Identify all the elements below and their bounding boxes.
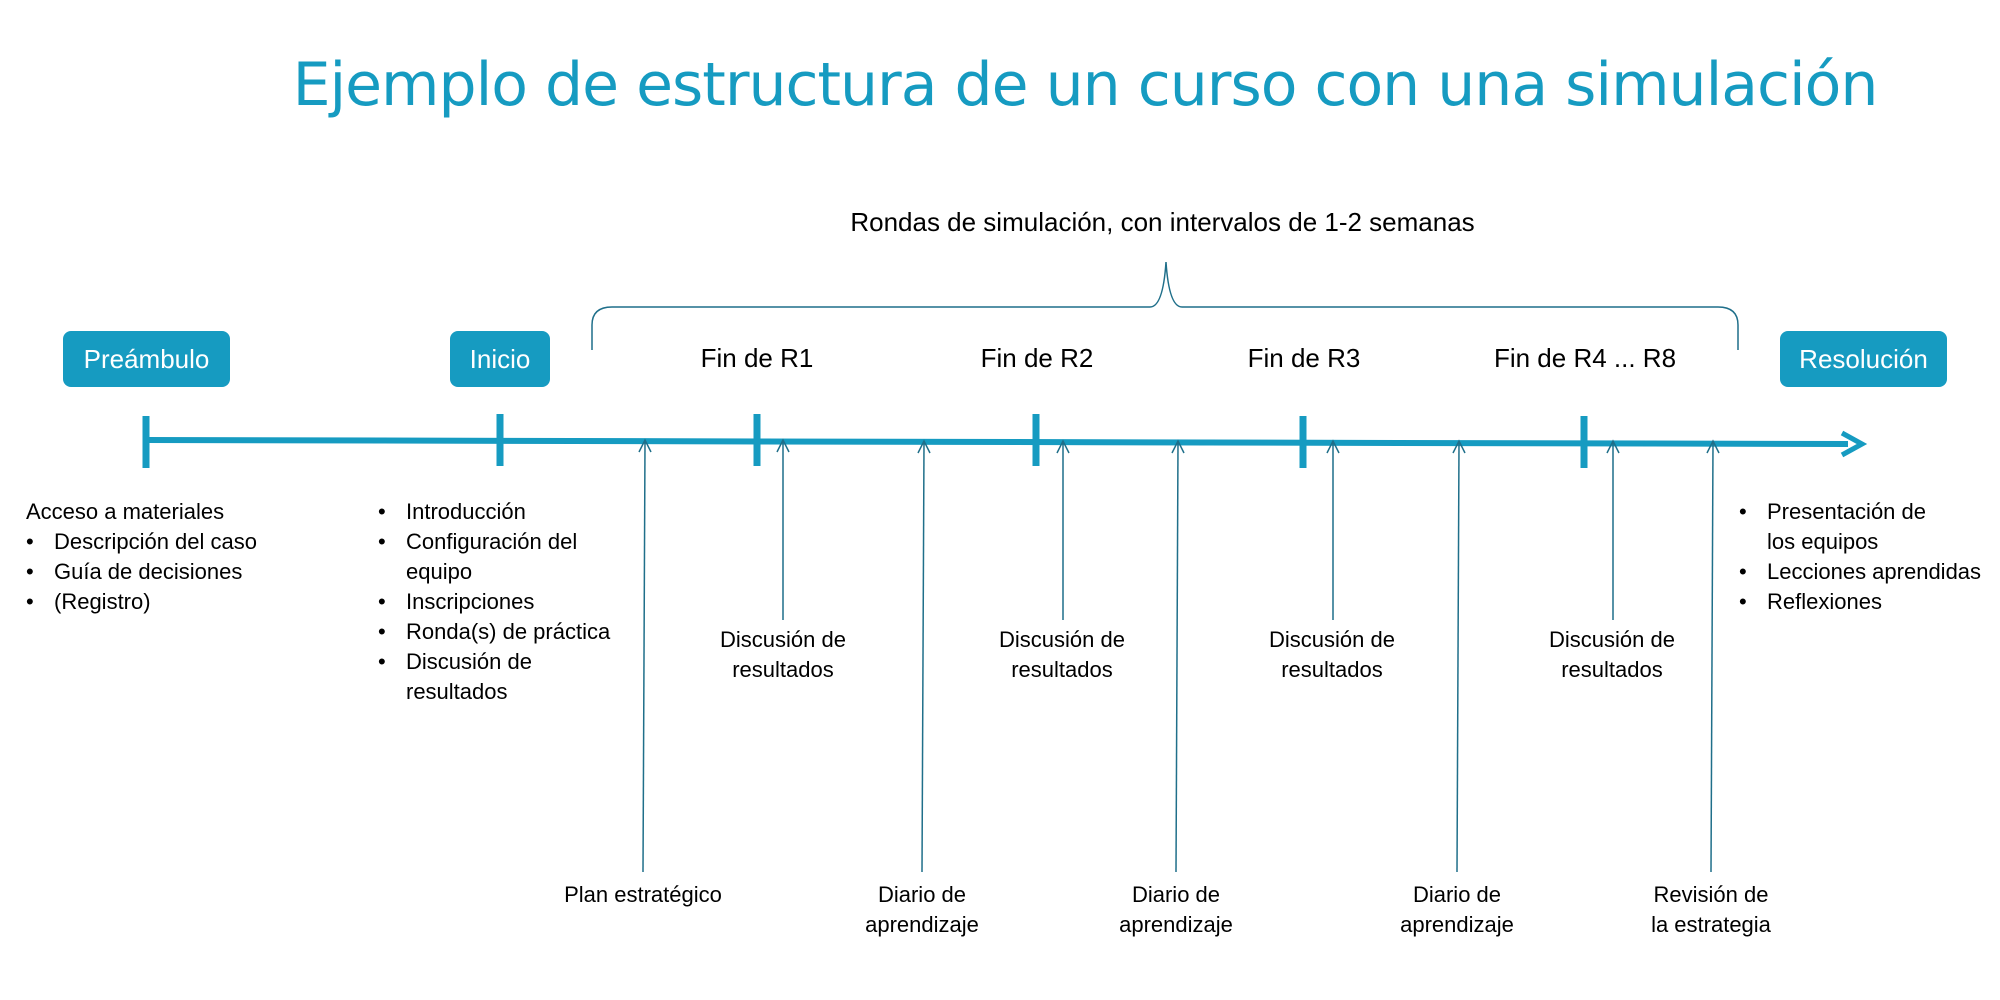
- resolucion-list: [1739, 497, 1994, 617]
- note-diario-2: Diario de aprendizaje: [1119, 882, 1233, 937]
- list-item: • Inscripciones: [378, 587, 633, 617]
- round-end-r2: Fin de R2: [980, 343, 1094, 373]
- inicio-list: [378, 497, 633, 707]
- discussion-note-r2: Discusión de resultados: [999, 627, 1125, 682]
- connector-diario3: [1457, 443, 1459, 872]
- page-title: Ejemplo de estructura de un curso con una simulación: [292, 50, 1878, 120]
- preambulo-list: [26, 497, 326, 617]
- connector-diario1: [922, 443, 924, 872]
- note-diario-3: Diario de aprendizaje: [1400, 882, 1514, 937]
- phase-preambulo: Preámbulo: [63, 331, 230, 387]
- list-item: • Configuración del equipo: [378, 527, 633, 587]
- timeline-axis: [146, 440, 1848, 444]
- discussion-note-r3: Discusión de resultados: [1269, 627, 1395, 682]
- preambulo-heading: Acceso a materiales: [26, 499, 225, 524]
- phase-resolucion: Resolución: [1780, 331, 1947, 387]
- list-item: • Guía de decisiones: [26, 557, 326, 587]
- list-item: • (Registro): [26, 587, 326, 617]
- list-item: • Ronda(s) de práctica: [378, 617, 633, 647]
- list-item: • Descripción del caso: [26, 527, 326, 557]
- connector-plan: [643, 442, 645, 872]
- rounds-brace: [592, 262, 1738, 350]
- round-end-r4: Fin de R4 ... R8: [1493, 343, 1677, 373]
- phase-inicio: Inicio: [450, 331, 550, 387]
- list-item: • Presentación de los equipos: [1739, 497, 1947, 557]
- discussion-note-r4: Discusión de resultados: [1549, 627, 1675, 682]
- list-item: • Lecciones aprendidas: [1739, 557, 1994, 587]
- round-end-r3: Fin de R3: [1247, 343, 1361, 373]
- list-item: • Reflexiones: [1739, 587, 1994, 617]
- list-item: • Introducción: [378, 497, 633, 527]
- round-end-r1: Fin de R1: [700, 343, 814, 373]
- discussion-note-r1: Discusión de resultados: [720, 627, 846, 682]
- note-revision-estrategia: Revisión de la estrategia: [1651, 882, 1771, 937]
- note-diario-1: Diario de aprendizaje: [865, 882, 979, 937]
- list-item: • Discusión de resultados: [378, 647, 566, 707]
- connector-diario2: [1176, 443, 1178, 872]
- rounds-label: Rondas de simulación, con intervalos de 1-2 semanas: [850, 207, 1475, 237]
- note-plan-estrategico: Plan estratégico: [564, 882, 722, 907]
